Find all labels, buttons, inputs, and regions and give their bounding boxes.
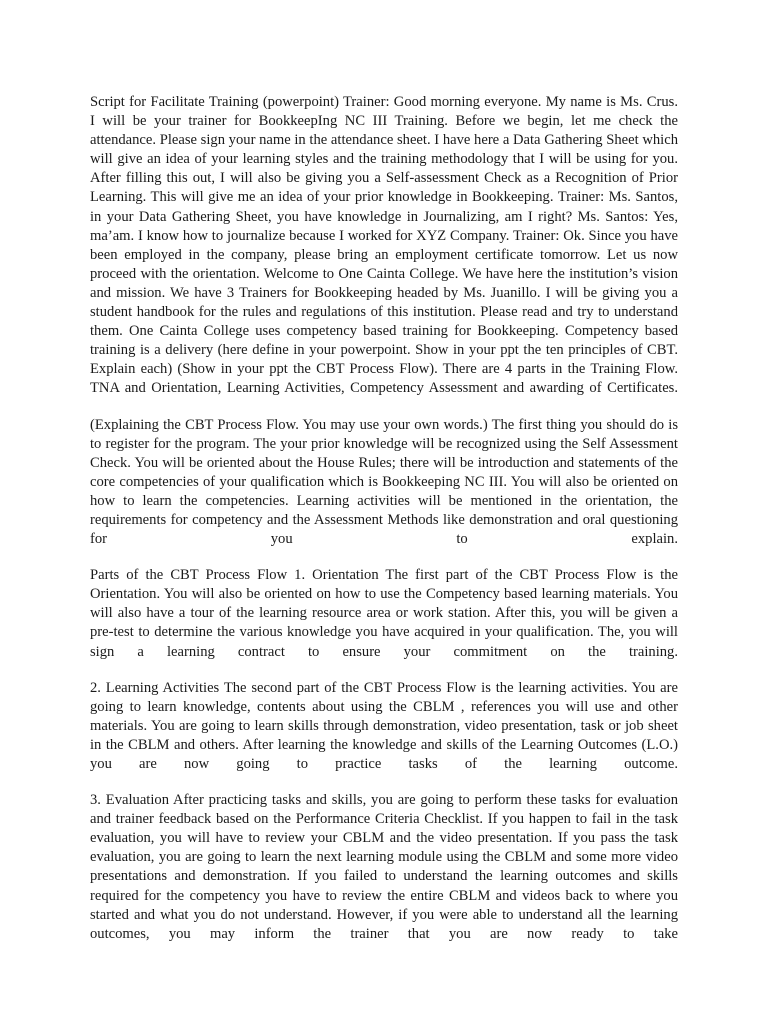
paragraph-evaluation: 3. Evaluation After practicing tasks and skills, you are going to perform these tasks for evaluation and trainer feedback based on the Performance Criteria Checklist. If you happen to fail in the task evaluation, you will have to review your CBLM and the video presentation. If you pass the task evaluation, you are going to learn the next learning module using the CBLM and some more video presentations and demonstration. If you failed to understand the learning outcomes and skills required for the competency you have to review the entire CBLM and videos back to where you started and what you do not understand. However, if you were able to understand all the learning outcomes, you may inform the trainer that you are now ready to take: [90, 792, 678, 942]
paragraph-process-flow-explanation: (Explaining the CBT Process Flow. You may use your own words.) The first thing you should do is to register for the program. The your prior knowledge will be recognized using the Self Assessment Check. You will be oriented about the House Rules; there will be introduction and statements of the core competencies of your qualification which is Bookkeeping NC III. You will also be oriented on how to learn the competencies. Learning activities will be mentioned in the orientation, the requirements for competency and the Assessment Methods like demonstration and oral questioning for you to explain.: [90, 416, 678, 548]
paragraph-orientation: Parts of the CBT Process Flow 1. Orientation The first part of the CBT Process Flow is the Orientation. You will also be oriented on how to use the Competency based learning materials. You will also have a tour of the learning resource area or work station. After this, you will be given a pre-test to determine the various knowledge you have acquired in your qualification. The, you will sign a learning contract to ensure your commitment on the training.: [90, 567, 678, 660]
document-body: [90, 93, 678, 944]
paragraph-script-intro: Script for Facilitate Training (powerpoint) Trainer: Good morning everyone. My name is Ms. Crus. I will be your trainer for BookkeepIng NC III Training. Before we begin, let me check the attendance. Please sign your name in the attendance sheet. I have here a Data Gathering Sheet which will give an idea of your learning styles and the training methodology that I will be using for you. After filling this out, I will also be giving you a Self-assessment Check as a Recognition of Prior Learning. This will give me an idea of your prior knowledge in Bookkeeping. Trainer: Ms. Santos, in your Data Gathering Sheet, you have knowledge in Journalizing, am I right? Ms. Santos: Yes, ma’am. I know how to journalize because I worked for XYZ Company. Trainer: Ok. Since you have been employed in the company, please bring an employment certificate tomorrow. Let us now proceed with the orientation. Welcome to One Cainta College. We have here the institution’s vision and mission. We have 3 Trainers for Bookkeeping headed by Ms. Juanillo. I will be giving you a student handbook for the rules and regulations of this institution. Please read and try to understand them. One Cainta College uses competency based training for Bookkeeping. Competency based training is a delivery (here define in your powerpoint. Show in your ppt the ten principles of CBT. Explain each) (Show in your ppt the CBT Process Flow). There are 4 parts in the Training Flow. TNA and Orientation, Learning Activities, Competency Assessment and awarding of Certificates.: [90, 94, 678, 397]
paragraph-learning-activities: 2. Learning Activities The second part of the CBT Process Flow is the learning activities. You are going to learn knowledge, contents about using the CBLM , references you will use and other materials. You are going to learn skills through demonstration, video presentation, task or job sheet in the CBLM and others. After learning the knowledge and skills of the Learning Outcomes (L.O.) you are now going to practice tasks of the learning outcome.: [90, 679, 678, 772]
